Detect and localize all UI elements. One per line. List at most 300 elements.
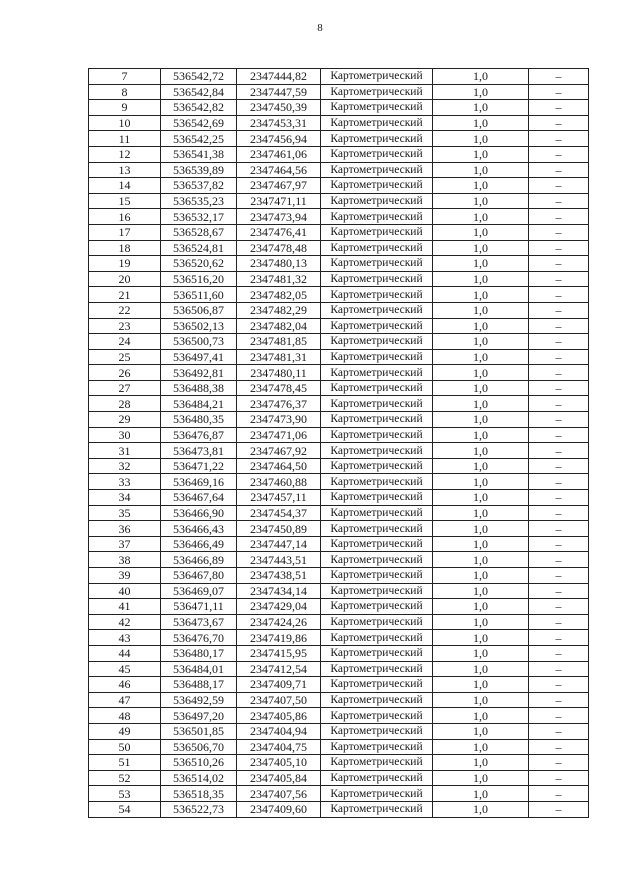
method-cell: Картометрический (321, 630, 433, 646)
accuracy-cell: 1,0 (433, 645, 529, 661)
table-row (89, 801, 589, 817)
accuracy-cell: 1,0 (433, 692, 529, 708)
table-row (89, 614, 589, 630)
accuracy-cell: 1,0 (433, 69, 529, 85)
point-number-cell: 9 (89, 100, 161, 116)
accuracy-cell: 1,0 (433, 318, 529, 334)
y-coordinate-cell: 2347405,86 (237, 708, 321, 724)
table-row (89, 708, 589, 724)
y-coordinate-cell: 2347444,82 (237, 69, 321, 85)
table-row (89, 786, 589, 802)
point-number-cell: 46 (89, 677, 161, 693)
note-cell: – (529, 427, 589, 443)
method-cell: Картометрический (321, 708, 433, 724)
x-coordinate-cell: 536473,81 (161, 443, 237, 459)
table-row (89, 521, 589, 537)
x-coordinate-cell: 536511,60 (161, 287, 237, 303)
point-number-cell: 37 (89, 536, 161, 552)
point-number-cell: 10 (89, 115, 161, 131)
x-coordinate-cell: 536497,20 (161, 708, 237, 724)
x-coordinate-cell: 536492,59 (161, 692, 237, 708)
table-row (89, 396, 589, 412)
y-coordinate-cell: 2347464,56 (237, 162, 321, 178)
note-cell: – (529, 271, 589, 287)
accuracy-cell: 1,0 (433, 131, 529, 147)
x-coordinate-cell: 536532,17 (161, 209, 237, 225)
accuracy-cell: 1,0 (433, 396, 529, 412)
point-number-cell: 23 (89, 318, 161, 334)
y-coordinate-cell: 2347419,86 (237, 630, 321, 646)
method-cell: Картометрический (321, 427, 433, 443)
accuracy-cell: 1,0 (433, 100, 529, 116)
method-cell: Картометрический (321, 115, 433, 131)
y-coordinate-cell: 2347482,05 (237, 287, 321, 303)
method-cell: Картометрический (321, 100, 433, 116)
table-row (89, 178, 589, 194)
table-row (89, 162, 589, 178)
y-coordinate-cell: 2347478,45 (237, 380, 321, 396)
method-cell: Картометрический (321, 318, 433, 334)
y-coordinate-cell: 2347473,94 (237, 209, 321, 225)
method-cell: Картометрический (321, 84, 433, 100)
table-row (89, 412, 589, 428)
note-cell: – (529, 302, 589, 318)
accuracy-cell: 1,0 (433, 552, 529, 568)
x-coordinate-cell: 536497,41 (161, 349, 237, 365)
y-coordinate-cell: 2347447,59 (237, 84, 321, 100)
y-coordinate-cell: 2347481,85 (237, 334, 321, 350)
note-cell: – (529, 677, 589, 693)
point-number-cell: 30 (89, 427, 161, 443)
table-row (89, 723, 589, 739)
accuracy-cell: 1,0 (433, 178, 529, 194)
note-cell: – (529, 209, 589, 225)
method-cell: Картометрический (321, 443, 433, 459)
point-number-cell: 34 (89, 490, 161, 506)
table-row (89, 427, 589, 443)
x-coordinate-cell: 536471,22 (161, 458, 237, 474)
x-coordinate-cell: 536528,67 (161, 224, 237, 240)
accuracy-cell: 1,0 (433, 661, 529, 677)
x-coordinate-cell: 536466,89 (161, 552, 237, 568)
note-cell: – (529, 412, 589, 428)
note-cell: – (529, 380, 589, 396)
table-row (89, 443, 589, 459)
accuracy-cell: 1,0 (433, 583, 529, 599)
method-cell: Картометрический (321, 770, 433, 786)
note-cell: – (529, 396, 589, 412)
table-row (89, 131, 589, 147)
x-coordinate-cell: 536518,35 (161, 786, 237, 802)
point-number-cell: 12 (89, 146, 161, 162)
y-coordinate-cell: 2347405,84 (237, 770, 321, 786)
point-number-cell: 38 (89, 552, 161, 568)
x-coordinate-cell: 536514,02 (161, 770, 237, 786)
y-coordinate-cell: 2347434,14 (237, 583, 321, 599)
y-coordinate-cell: 2347464,50 (237, 458, 321, 474)
method-cell: Картометрический (321, 146, 433, 162)
y-coordinate-cell: 2347447,14 (237, 536, 321, 552)
note-cell: – (529, 458, 589, 474)
coordinates-table (88, 68, 589, 818)
table-row (89, 115, 589, 131)
point-number-cell: 52 (89, 770, 161, 786)
y-coordinate-cell: 2347467,97 (237, 178, 321, 194)
x-coordinate-cell: 536541,38 (161, 146, 237, 162)
x-coordinate-cell: 536542,72 (161, 69, 237, 85)
point-number-cell: 7 (89, 69, 161, 85)
accuracy-cell: 1,0 (433, 209, 529, 225)
accuracy-cell: 1,0 (433, 614, 529, 630)
table-row (89, 69, 589, 85)
x-coordinate-cell: 536542,25 (161, 131, 237, 147)
accuracy-cell: 1,0 (433, 240, 529, 256)
table-row (89, 536, 589, 552)
method-cell: Картометрический (321, 692, 433, 708)
accuracy-cell: 1,0 (433, 193, 529, 209)
note-cell: – (529, 131, 589, 147)
method-cell: Картометрический (321, 723, 433, 739)
point-number-cell: 43 (89, 630, 161, 646)
accuracy-cell: 1,0 (433, 162, 529, 178)
point-number-cell: 28 (89, 396, 161, 412)
y-coordinate-cell: 2347415,95 (237, 645, 321, 661)
x-coordinate-cell: 536466,43 (161, 521, 237, 537)
accuracy-cell: 1,0 (433, 380, 529, 396)
accuracy-cell: 1,0 (433, 708, 529, 724)
table-row (89, 770, 589, 786)
method-cell: Картометрический (321, 505, 433, 521)
y-coordinate-cell: 2347482,04 (237, 318, 321, 334)
method-cell: Картометрический (321, 131, 433, 147)
note-cell: – (529, 334, 589, 350)
accuracy-cell: 1,0 (433, 365, 529, 381)
y-coordinate-cell: 2347409,60 (237, 801, 321, 817)
x-coordinate-cell: 536516,20 (161, 271, 237, 287)
x-coordinate-cell: 536476,70 (161, 630, 237, 646)
accuracy-cell: 1,0 (433, 739, 529, 755)
point-number-cell: 54 (89, 801, 161, 817)
method-cell: Картометрический (321, 739, 433, 755)
note-cell: – (529, 193, 589, 209)
note-cell: – (529, 318, 589, 334)
x-coordinate-cell: 536467,80 (161, 568, 237, 584)
method-cell: Картометрический (321, 599, 433, 615)
point-number-cell: 20 (89, 271, 161, 287)
note-cell: – (529, 583, 589, 599)
y-coordinate-cell: 2347471,06 (237, 427, 321, 443)
table-row (89, 334, 589, 350)
note-cell: – (529, 739, 589, 755)
y-coordinate-cell: 2347471,11 (237, 193, 321, 209)
x-coordinate-cell: 536542,69 (161, 115, 237, 131)
note-cell: – (529, 505, 589, 521)
y-coordinate-cell: 2347443,51 (237, 552, 321, 568)
x-coordinate-cell: 536476,87 (161, 427, 237, 443)
accuracy-cell: 1,0 (433, 568, 529, 584)
method-cell: Картометрический (321, 178, 433, 194)
x-coordinate-cell: 536467,64 (161, 490, 237, 506)
y-coordinate-cell: 2347407,56 (237, 786, 321, 802)
point-number-cell: 31 (89, 443, 161, 459)
x-coordinate-cell: 536506,70 (161, 739, 237, 755)
point-number-cell: 8 (89, 84, 161, 100)
note-cell: – (529, 755, 589, 771)
accuracy-cell: 1,0 (433, 287, 529, 303)
y-coordinate-cell: 2347450,89 (237, 521, 321, 537)
table-row (89, 287, 589, 303)
x-coordinate-cell: 536484,21 (161, 396, 237, 412)
method-cell: Картометрический (321, 193, 433, 209)
note-cell: – (529, 661, 589, 677)
note-cell: – (529, 100, 589, 116)
x-coordinate-cell: 536488,17 (161, 677, 237, 693)
note-cell: – (529, 630, 589, 646)
y-coordinate-cell: 2347482,29 (237, 302, 321, 318)
accuracy-cell: 1,0 (433, 505, 529, 521)
point-number-cell: 21 (89, 287, 161, 303)
table-row (89, 271, 589, 287)
note-cell: – (529, 786, 589, 802)
method-cell: Картометрический (321, 256, 433, 272)
method-cell: Картометрический (321, 536, 433, 552)
table-row (89, 661, 589, 677)
note-cell: – (529, 115, 589, 131)
table-row (89, 568, 589, 584)
x-coordinate-cell: 536537,82 (161, 178, 237, 194)
x-coordinate-cell: 536500,73 (161, 334, 237, 350)
method-cell: Картометрический (321, 69, 433, 85)
point-number-cell: 48 (89, 708, 161, 724)
note-cell: – (529, 801, 589, 817)
note-cell: – (529, 474, 589, 490)
y-coordinate-cell: 2347429,04 (237, 599, 321, 615)
accuracy-cell: 1,0 (433, 271, 529, 287)
accuracy-cell: 1,0 (433, 770, 529, 786)
point-number-cell: 40 (89, 583, 161, 599)
accuracy-cell: 1,0 (433, 723, 529, 739)
method-cell: Картометрический (321, 458, 433, 474)
x-coordinate-cell: 536506,87 (161, 302, 237, 318)
point-number-cell: 14 (89, 178, 161, 194)
method-cell: Картометрический (321, 474, 433, 490)
method-cell: Картометрический (321, 801, 433, 817)
method-cell: Картометрический (321, 552, 433, 568)
accuracy-cell: 1,0 (433, 443, 529, 459)
x-coordinate-cell: 536480,35 (161, 412, 237, 428)
y-coordinate-cell: 2347478,48 (237, 240, 321, 256)
y-coordinate-cell: 2347467,92 (237, 443, 321, 459)
y-coordinate-cell: 2347456,94 (237, 131, 321, 147)
note-cell: – (529, 443, 589, 459)
y-coordinate-cell: 2347409,71 (237, 677, 321, 693)
table-row (89, 645, 589, 661)
method-cell: Картометрический (321, 521, 433, 537)
y-coordinate-cell: 2347404,75 (237, 739, 321, 755)
note-cell: – (529, 287, 589, 303)
point-number-cell: 24 (89, 334, 161, 350)
method-cell: Картометрический (321, 271, 433, 287)
x-coordinate-cell: 536469,16 (161, 474, 237, 490)
point-number-cell: 35 (89, 505, 161, 521)
method-cell: Картометрический (321, 490, 433, 506)
note-cell: – (529, 365, 589, 381)
note-cell: – (529, 708, 589, 724)
point-number-cell: 11 (89, 131, 161, 147)
y-coordinate-cell: 2347412,54 (237, 661, 321, 677)
table-row (89, 100, 589, 116)
note-cell: – (529, 224, 589, 240)
note-cell: – (529, 536, 589, 552)
x-coordinate-cell: 536502,13 (161, 318, 237, 334)
accuracy-cell: 1,0 (433, 755, 529, 771)
table-row (89, 318, 589, 334)
method-cell: Картометрический (321, 240, 433, 256)
table-row (89, 739, 589, 755)
point-number-cell: 36 (89, 521, 161, 537)
table-row (89, 146, 589, 162)
note-cell: – (529, 162, 589, 178)
y-coordinate-cell: 2347454,37 (237, 505, 321, 521)
table-row (89, 490, 589, 506)
point-number-cell: 47 (89, 692, 161, 708)
accuracy-cell: 1,0 (433, 786, 529, 802)
accuracy-cell: 1,0 (433, 334, 529, 350)
note-cell: – (529, 349, 589, 365)
x-coordinate-cell: 536539,89 (161, 162, 237, 178)
point-number-cell: 16 (89, 209, 161, 225)
table-row (89, 209, 589, 225)
x-coordinate-cell: 536466,90 (161, 505, 237, 521)
method-cell: Картометрический (321, 786, 433, 802)
point-number-cell: 17 (89, 224, 161, 240)
y-coordinate-cell: 2347476,41 (237, 224, 321, 240)
table-row (89, 302, 589, 318)
y-coordinate-cell: 2347481,31 (237, 349, 321, 365)
point-number-cell: 50 (89, 739, 161, 755)
coordinates-table-body (89, 69, 589, 818)
method-cell: Картометрический (321, 365, 433, 381)
accuracy-cell: 1,0 (433, 302, 529, 318)
note-cell: – (529, 69, 589, 85)
method-cell: Картометрический (321, 224, 433, 240)
note-cell: – (529, 84, 589, 100)
table-row (89, 677, 589, 693)
table-row (89, 552, 589, 568)
x-coordinate-cell: 536522,73 (161, 801, 237, 817)
note-cell: – (529, 146, 589, 162)
accuracy-cell: 1,0 (433, 521, 529, 537)
point-number-cell: 26 (89, 365, 161, 381)
x-coordinate-cell: 536542,82 (161, 100, 237, 116)
point-number-cell: 27 (89, 380, 161, 396)
table-row (89, 458, 589, 474)
y-coordinate-cell: 2347424,26 (237, 614, 321, 630)
table-row (89, 193, 589, 209)
method-cell: Картометрический (321, 380, 433, 396)
x-coordinate-cell: 536501,85 (161, 723, 237, 739)
accuracy-cell: 1,0 (433, 84, 529, 100)
note-cell: – (529, 568, 589, 584)
table-row (89, 365, 589, 381)
y-coordinate-cell: 2347405,10 (237, 755, 321, 771)
x-coordinate-cell: 536524,81 (161, 240, 237, 256)
table-row (89, 505, 589, 521)
note-cell: – (529, 256, 589, 272)
note-cell: – (529, 240, 589, 256)
accuracy-cell: 1,0 (433, 115, 529, 131)
x-coordinate-cell: 536488,38 (161, 380, 237, 396)
x-coordinate-cell: 536542,84 (161, 84, 237, 100)
accuracy-cell: 1,0 (433, 599, 529, 615)
accuracy-cell: 1,0 (433, 146, 529, 162)
method-cell: Картометрический (321, 396, 433, 412)
x-coordinate-cell: 536520,62 (161, 256, 237, 272)
method-cell: Картометрический (321, 614, 433, 630)
table-row (89, 630, 589, 646)
x-coordinate-cell: 536480,17 (161, 645, 237, 661)
point-number-cell: 53 (89, 786, 161, 802)
y-coordinate-cell: 2347438,51 (237, 568, 321, 584)
note-cell: – (529, 645, 589, 661)
accuracy-cell: 1,0 (433, 677, 529, 693)
accuracy-cell: 1,0 (433, 536, 529, 552)
point-number-cell: 45 (89, 661, 161, 677)
note-cell: – (529, 552, 589, 568)
table-row (89, 380, 589, 396)
table-row (89, 755, 589, 771)
point-number-cell: 18 (89, 240, 161, 256)
point-number-cell: 29 (89, 412, 161, 428)
point-number-cell: 39 (89, 568, 161, 584)
method-cell: Картометрический (321, 583, 433, 599)
x-coordinate-cell: 536469,07 (161, 583, 237, 599)
x-coordinate-cell: 536471,11 (161, 599, 237, 615)
method-cell: Картометрический (321, 645, 433, 661)
method-cell: Картометрический (321, 349, 433, 365)
y-coordinate-cell: 2347461,06 (237, 146, 321, 162)
note-cell: – (529, 521, 589, 537)
accuracy-cell: 1,0 (433, 412, 529, 428)
y-coordinate-cell: 2347404,94 (237, 723, 321, 739)
point-number-cell: 32 (89, 458, 161, 474)
table-row (89, 240, 589, 256)
accuracy-cell: 1,0 (433, 224, 529, 240)
x-coordinate-cell: 536473,67 (161, 614, 237, 630)
accuracy-cell: 1,0 (433, 490, 529, 506)
y-coordinate-cell: 2347460,88 (237, 474, 321, 490)
method-cell: Картометрический (321, 412, 433, 428)
note-cell: – (529, 614, 589, 630)
accuracy-cell: 1,0 (433, 474, 529, 490)
accuracy-cell: 1,0 (433, 458, 529, 474)
method-cell: Картометрический (321, 209, 433, 225)
point-number-cell: 49 (89, 723, 161, 739)
y-coordinate-cell: 2347480,13 (237, 256, 321, 272)
y-coordinate-cell: 2347480,11 (237, 365, 321, 381)
y-coordinate-cell: 2347453,31 (237, 115, 321, 131)
table-row (89, 474, 589, 490)
note-cell: – (529, 490, 589, 506)
x-coordinate-cell: 536484,01 (161, 661, 237, 677)
method-cell: Картометрический (321, 162, 433, 178)
note-cell: – (529, 770, 589, 786)
accuracy-cell: 1,0 (433, 256, 529, 272)
note-cell: – (529, 599, 589, 615)
note-cell: – (529, 692, 589, 708)
point-number-cell: 33 (89, 474, 161, 490)
table-row (89, 84, 589, 100)
